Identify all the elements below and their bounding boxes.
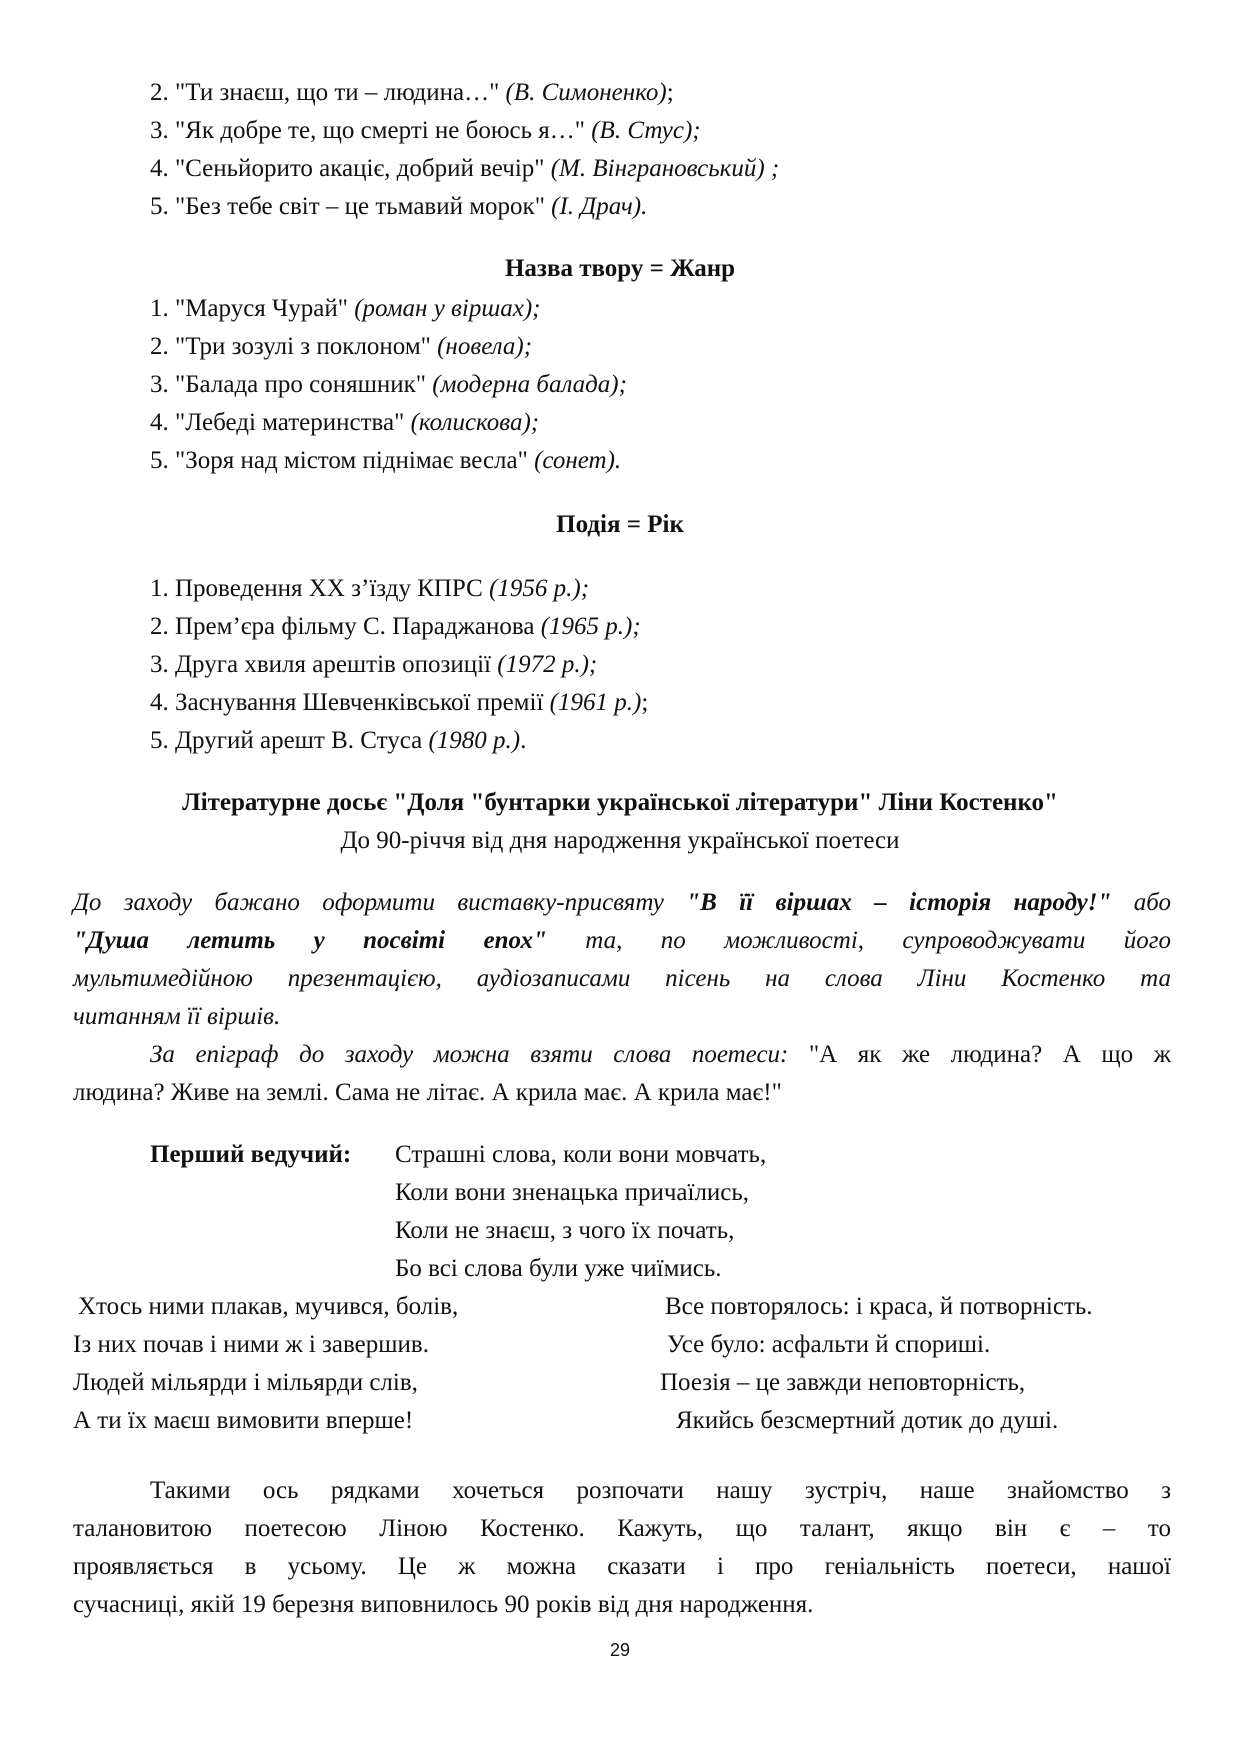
intro-line: читанням її віршів.: [73, 1003, 281, 1030]
poem-left-line: Людей мільярди і мільярди слів,: [73, 1369, 418, 1396]
dossier-title: Літературне досьє "Доля "бунтарки української літератури" Ліни Костенко": [182, 789, 1058, 816]
epigraph-line: За епіграф до заходу можна взяти слова поетеси: "А як же людина? А що ж: [150, 1041, 1172, 1068]
list-item: 5. "Зоря над містом піднімає весла" (сонет).: [150, 447, 622, 474]
list-item: 2. "Три зозулі з поклоном" (новела);: [150, 333, 533, 360]
list-item: 2. Прем’єра фільму С. Параджанова (1965 р.);: [150, 613, 641, 640]
host-poem-line: Коли не знаєш, з чого їх почать,: [395, 1217, 735, 1244]
intro-line: мультимедійною презентацією, аудіозаписами пісень на слова Ліни Костенко та: [73, 965, 1171, 992]
poem-left-line: Хтось ними плакав, мучився, болів,: [78, 1293, 459, 1320]
list-item: 3. "Балада про соняшник" (модерна балада);: [150, 371, 627, 398]
list-item: 4. "Сеньйорито акацiє, добрий вечiр" (М. Вінграновський) ;: [150, 155, 780, 182]
page-number: 29: [609, 1640, 631, 1660]
list-item: 3. "Як добре те, що смерті не боюсь я…" (В. Стус);: [150, 117, 701, 144]
closing-line: сучасниці, якій 19 березня виповнилось 90 років від дня народження.: [73, 1591, 814, 1618]
poem-right-line: Якийсь безсмертний дотик до душі.: [676, 1407, 1059, 1434]
list-item: 3. Друга хвиля арештів опозиції (1972 р.);: [150, 651, 598, 678]
closing-line: проявляється в усьому. Це ж можна сказати і про геніальність поетеси, нашої: [73, 1553, 1171, 1580]
host-poem-line: Бо всі слова були уже чиїмись.: [395, 1255, 722, 1282]
closing-line: талановитою поетесою Ліною Костенко. Кажуть, що талант, якщо він є – то: [73, 1515, 1171, 1542]
list-item: 5. "Без тебе світ – це тьмавий морок" (І. Драч).: [150, 193, 648, 220]
host-poem-line: Коли вони зненацька причаїлись,: [395, 1179, 750, 1206]
section-heading-year: Подія = Рік: [556, 511, 684, 538]
dossier-subtitle: До 90-річчя від дня народження української поетеси: [340, 827, 900, 854]
poem-left-line: Із них почав і ними ж і завершив.: [73, 1331, 429, 1358]
intro-line: "Душа летить у посвіті епох" та, по можливості, супроводжувати його: [73, 927, 1171, 954]
intro-line: До заходу бажано оформити виставку-присвяту "В її віршах – історія народу!" або: [73, 889, 1172, 916]
epigraph-line: людина? Живе на землі. Сама не літає. А крила має. А крила має!": [73, 1079, 782, 1106]
poem-right-line: Поезія – це завжди неповторність,: [660, 1369, 1026, 1396]
list-item: 4. Заснування Шевченківської премії (1961 р.);: [150, 689, 649, 716]
list-item: 1. Проведення ХХ з’їзду КПРС (1956 р.);: [150, 575, 590, 602]
poem-right-line: Усе було: асфальти й спориші.: [667, 1331, 991, 1358]
closing-line: Такими ось рядками хочеться розпочати нашу зустріч, наше знайомство з: [150, 1477, 1171, 1504]
host-poem-line: Страшні слова, коли вони мовчать,: [395, 1141, 767, 1168]
poem-left-line: А ти їх маєш вимовити вперше!: [73, 1407, 414, 1434]
list-item: 5. Другий арешт В. Стуса (1980 р.).: [150, 727, 527, 754]
list-item: 1. "Маруся Чурай" (роман у віршах);: [150, 295, 541, 322]
poem-right-line: Все повторялось: і краса, й потворність.: [665, 1293, 1093, 1320]
list-item: 4. "Лебеді материнства" (колискова);: [150, 409, 540, 436]
list-item: 2. "Ти знаєш, що ти – людина…" (В. Симоненко);: [150, 79, 674, 106]
section-heading-genre: Назва твору = Жанр: [504, 255, 736, 282]
host-label: Перший ведучий:: [150, 1141, 352, 1168]
